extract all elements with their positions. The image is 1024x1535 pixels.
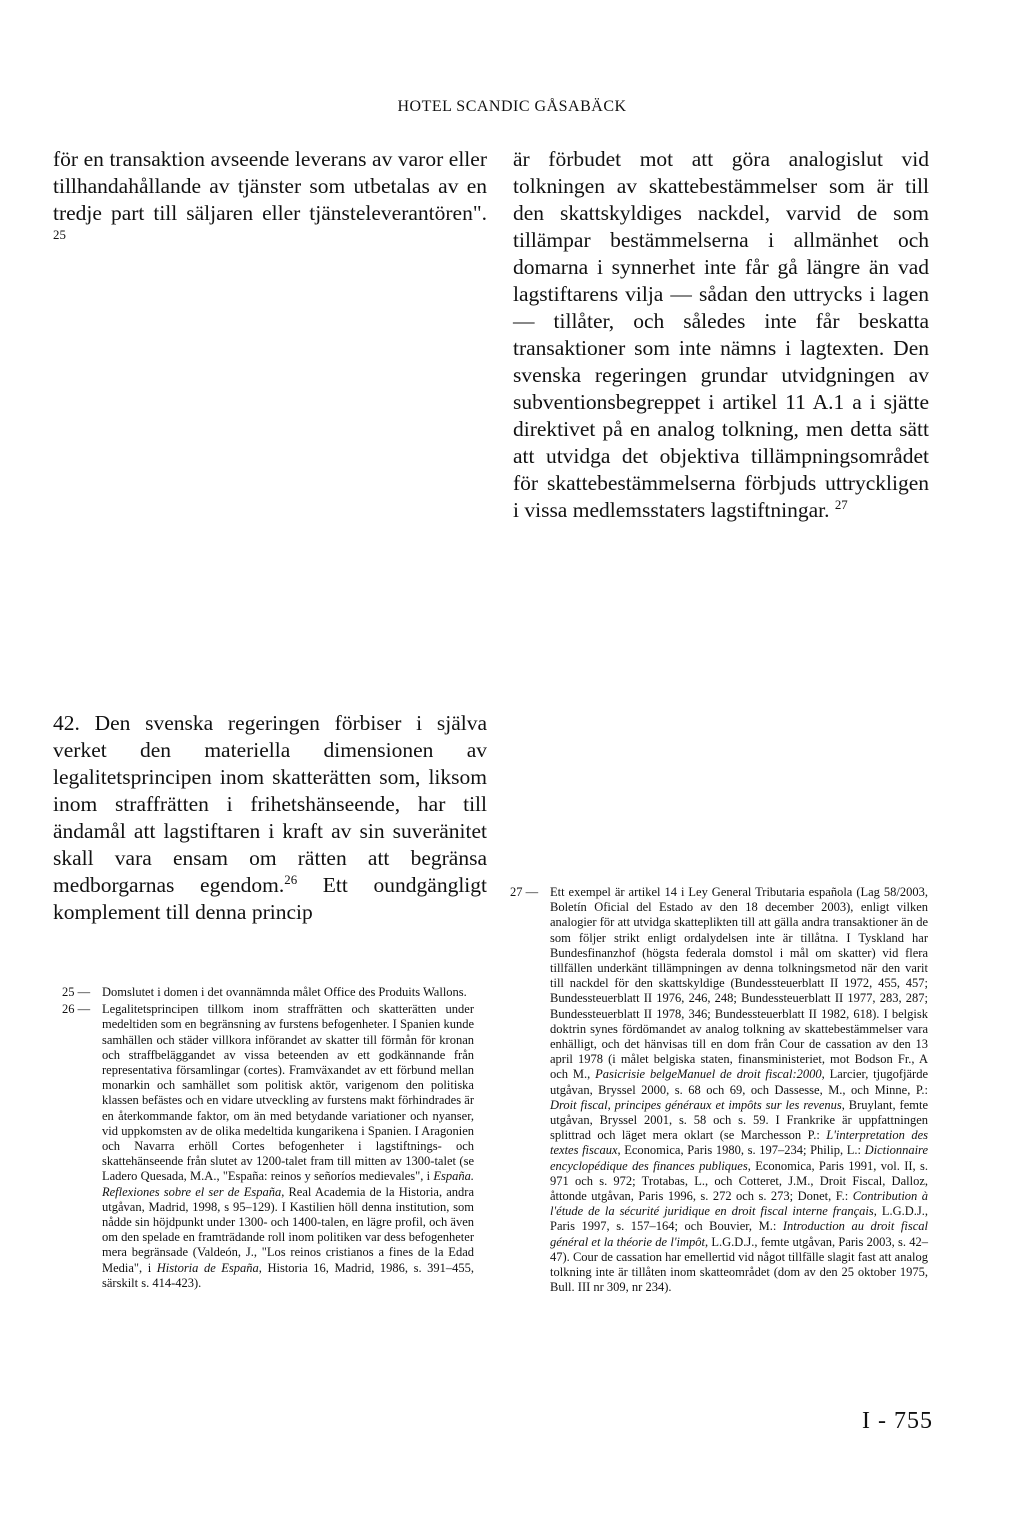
footnote-27-italic-f: Introduction au droit fiscal général et la théorie de l'impôt	[550, 1219, 928, 1249]
footnote-27-text-g: , L.G.D.J., femte utgåvan, Paris 2003, s. 42–47). Cour de cassation har emellertid vid något tillfälle slagit fast att analog tolkning inte är tillåten inom skatteområdet (dom av den 25 oktober 1975, Bull. III nr 309, nr 234).	[550, 1234, 928, 1295]
footnote-27-text-b: , Larcier, tjugofjärde utgåvan, Bryssel 2000, s. 68 och 69, och Dassesse, M., och Minne, P.:	[550, 1067, 928, 1097]
footnote-26-italic-a: España. Reflexiones sobre el ser de España	[102, 1169, 474, 1199]
footnote-25-number: 25 —	[62, 985, 91, 999]
running-header: HOTEL SCANDIC GÅSABÄCK	[397, 98, 627, 115]
footnote-27-text-f: , L.G.D.J., Paris 1997, s. 157–164; och Bouvier, M.:	[550, 1204, 928, 1234]
left-top-text: för en transaktion avseende leverans av varor eller tillhandahållande av tjänster som utbetalas av en tredje part till säljaren eller tjänsteleverantören".	[53, 147, 487, 225]
footnote-26-number: 26 —	[62, 1002, 91, 1017]
right-top-text: är förbudet mot att göra analogislut vid tolkningen av skattebestämmelser som är till den skattskyldiges nackdel, varvid de som tillämpar bestämmelserna i allmänhet och domarna i synnerhet inte får gå längre än vad lagstiftarens vilja — sådan den uttrycks i lagen — tillåter, och således inte får beskatta transaktioner som inte nämns i lagtexten. Den svenska regeringen grundar utvidgningen av subventionsbegreppet i artikel 11 A.1 a i sjätte direktivet på en analog tolkning, men detta sätt att utvidga det objektiva tillämpningsområdet för skattebestämmelserna förbjuds uttryckligen i vissa medlemsstaters lagstiftningar.	[513, 147, 929, 522]
footnote-ref-25[interactable]: 25	[53, 227, 66, 242]
right-top-paragraph	[513, 146, 929, 524]
footnote-27-text-d: , Economica, Paris 1980, s. 197–234; Philip, L.:	[617, 1143, 865, 1158]
footnote-26-text-c: , Historia 16, Madrid, 1986, s. 391–455, särskilt s. 414-423).	[102, 1260, 474, 1290]
paragraph-42	[53, 710, 487, 926]
footnote-27-italic-e: Contribution à l'étude de la sécurité juridique en droit fiscal interne français	[550, 1189, 928, 1219]
footnote-27-italic-d: Dictionnaire encyclopédique des finances publiques	[550, 1143, 928, 1173]
page-number: I - 755	[862, 1408, 933, 1434]
footnote-27-italic-a: Pasicrisie belgeManuel de droit fiscal:2000	[595, 1067, 822, 1082]
footnote-27-text-c: , Bruylant, femte utgåvan, Bryssel 2001, s. 58 och s. 59. I Frankrike är uppfattningen splittrad och läget mera oklart (se Marchesson P.:	[550, 1097, 928, 1143]
footnote-25	[62, 985, 474, 1000]
footnote-27-italic-b: Droit fiscal, principes généraux et impôts sur les revenus	[550, 1097, 842, 1112]
footnote-ref-26[interactable]: 26	[284, 872, 298, 887]
paragraph-42-text-b: Ett oundgängligt komplement till denna princip	[53, 873, 487, 924]
paragraph-42-text-a: 42. Den svenska regeringen förbiser i själva verket den materiella dimensionen av legalitetsprincipen inom skatterätten som, liksom inom straffrätten i frihetshänseende, har till ändamål att lagstiftaren i kraft av sin suveränitet skall vara ensam om rätten att begränsa medborgarnas egendom.	[53, 711, 487, 897]
footnote-25-text: Domslutet i domen i det ovannämnda målet Office des Produits Wallons.	[102, 985, 467, 999]
footnote-27-text-a: Ett exempel är artikel 14 i Ley General Tributaria española (Lag 58/2003, Boletín Oficial del Estado av den 18 december 2003), enligt vilken analogier för att utvidga skatteplikten till att gälla andra transaktioner än de som följer strikt enligt ordalydelsen inte är tillåtna. I Tyskland har Bundesfinanzhof (högsta federala domstol i mål om skatter) vid flera tillfällen underkänt tillämpningen av denna tolkningsmetod när den varit till nackdel för den skattskyldige (Bundessteuerblatt II 1972, 455, 457; Bundessteuerblatt II 1976, 246, 248; Bundessteuerblatt II 1977, 283, 287; Bundessteuerblatt II 1978, 346; Bundessteuerblatt II 1982, 618). I belgisk doktrin synes fördömandet av analog tolkning av skattebestämmelser vara enhälligt, och det hänvisas till en dom från Cour de cassation av den 13 april 1978 (i målet belgiska staten, finansministeriet, mot Bodson Fr., A och M.,	[550, 885, 928, 1082]
footnote-27	[510, 885, 928, 1295]
footnote-27-text-e: , Economica, Paris 1991, vol. II, s. 971 och s. 972; Trotabas, L., och Cotteret, J.M., Droit Fiscal, Dalloz, åttonde utgåvan, Paris 1996, s. 272 och s. 273; Donet, F.:	[550, 1158, 928, 1204]
footnote-ref-27[interactable]: 27	[834, 497, 848, 512]
footnote-26-text-b: , Real Academia de la Historia, andra utgåvan, Madrid, 1998, s 95–129). I Kastilien höll denna institution, som nådde sin höjdpunkt under 1300- och 1400-talen, en lägre profil, och även om den spelade en framträdande roll inom politiken var dess befogenheter mera begränsade (Valdeón, J., "Los reinos cristianos a fines de la Edad Media", i	[102, 1184, 474, 1275]
footnotes-left	[62, 985, 474, 1293]
footnote-27-italic-c: L'interpretation des textes fiscaux	[550, 1128, 928, 1158]
footnotes-right	[510, 885, 928, 1297]
footnote-27-number: 27 —	[510, 885, 539, 899]
footnote-26	[62, 1002, 474, 1291]
footnote-26-text-a: Legalitetsprincipen tillkom inom straffrätten och skatterätten under medeltiden som en begränsning av furstens befogenheter. I Spanien kunde samhällen och städer villkora införandet av skatter till förmån för kronan och straffbeläggandet av vissa beteenden av ett godkännande från representativa församlingar (cortes). Framväxandet av ett förbund mellan monarkin och samhället som politisk aktör, varigenom den politiska klassen befästes och en vidare utveckling av furstens makt förhindrades är en återkommande faktor, om än med betydande variationer och nyanser, vid uppkomsten av de olika medeltida kungarikena i Spanien. I Aragonien och Navarra erhöll Cortes befogenheter i lagstiftnings- och skattehänseende från slutet av 1200-talet fram till mitten av 1300-talet (se Ladero Quesada, M.A., "España: reinos y señoríos medievales", i	[102, 1002, 474, 1184]
footnote-26-italic-b: Historia de España	[156, 1260, 259, 1275]
left-top-paragraph	[53, 146, 487, 254]
